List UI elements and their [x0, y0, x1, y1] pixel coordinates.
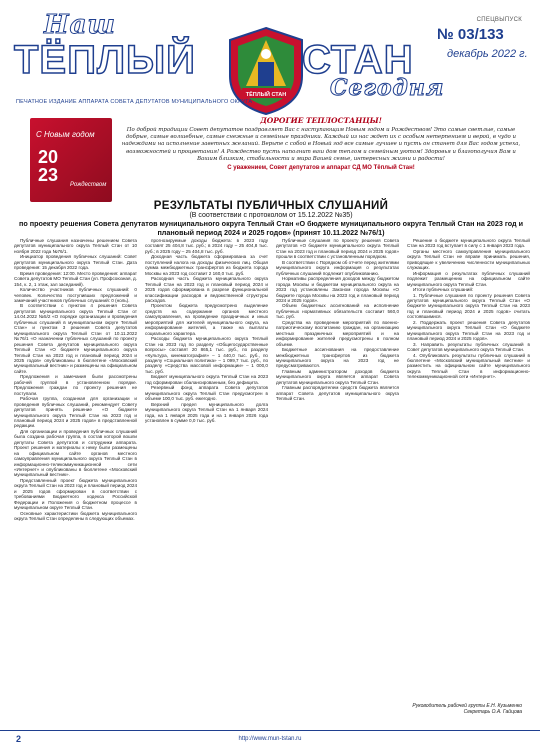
- article-column: [145, 238, 268, 708]
- article-paragraph: Количество участников публичных слушаний: 0 человек. Количество поступивших предложений и замечаний участников публичных слушаний: 0 (ноль).: [14, 287, 137, 303]
- article-paragraph: В соответствии с пунктом 4 решения Совета депутатов муниципального округа Теплый Стан от 14.04.2022 №5/2 «О порядке организации и проведения публичных слушаний в муниципальном округе Теплый Стан» и пунктом 3 решения Совета депутатов муниципального округа Теплый Стан от 10.11.2022 №76/1 «О назначении публичных слушаний по проекту решения Совета депутатов муниципального округа Теплый Стан «О бюджете муниципального округа Теплый Стан на 2023 год и плановый период 2024 и 2025 годов» опубликованы в бюллетене «Московский муниципальный вестник» и размещены на официальном сайте.: [14, 303, 137, 374]
- article-paragraph: Нормативы распределения доходов между бюджетом города Москвы и бюджетом муниципального округа на 2023 год установлены Законом города Москвы «О бюджете города Москвы на 2023 год и плановый период 2024 и 2025 годов».: [276, 276, 399, 303]
- article-paragraph: Рабочая группа, созданная для организации и проведения публичных слушаний, рекомендует Совету депутатов принять решение «О бюджете муниципального округа Теплый Стан на 2023 год и плановый период 2024 и 2025 годов» в представленной редакции.: [14, 396, 137, 429]
- title-word-stan: СТАН: [302, 38, 414, 82]
- greeting-title: ДОРОГИЕ ТЕПЛОСТАНЦЫ!: [260, 116, 382, 125]
- article-paragraph: Предложения и замечания были рассмотрены рабочей группой в установленном порядке. Предложения граждан по проекту решения не поступали.: [14, 374, 137, 396]
- greeting-image-year: [38, 148, 58, 184]
- article-paragraph: Средства на проведение мероприятий по военно-патриотическому воспитанию граждан, на организацию местных праздничных мероприятий и на информирование жителей предусмотрены в полном объеме.: [276, 319, 399, 347]
- article-title: РЕЗУЛЬТАТЫ ПУБЛИЧНЫХ СЛУШАНИЙ: [153, 200, 389, 212]
- article-paragraph: 4. Опубликовать результаты публичных слушаний в бюллетене «Московский муниципальный вестник» и разместить на официальном сайте муниципального округа Теплый Стан в информационно-телекоммуникационной сети «Интернет».: [407, 352, 530, 380]
- article-paragraph: 2. Поддержать проект решения Совета депутатов муниципального округа Теплый Стан «О бюджете муниципального округа Теплый Стан на 2023 год и плановый период 2024 и 2025 годов».: [407, 319, 530, 342]
- masthead: [0, 0, 540, 105]
- article-paragraph: Резервный фонд аппарата Совета депутатов муниципального округа Теплый Стан предусмотрен в объеме 100,0 тыс. руб. ежегодно.: [145, 385, 268, 402]
- page-footer: [0, 730, 540, 747]
- article-paragraph: Бюджет муниципального округа Теплый Стан на 2023 год сформирован сбалансированным, без дефицита.: [145, 374, 268, 385]
- article-paragraph: Расходы бюджета муниципального округа Теплый Стан на 2023 год по разделу «Общегосударственные вопросы» составят 20 865,1 тыс. руб., по разделу «Культура, кинематография» – 1 440,0 тыс. руб., по разделу «Социальная политика» – 1 099,7 тыс. руб., по разделу «Средства массовой информации» – 1 000,0 тыс. руб.: [145, 336, 268, 374]
- title-word-nash: Наш: [44, 10, 116, 40]
- article-signature: [412, 703, 522, 715]
- article-paragraph: Информация о результатах публичных слушаний подлежит размещению на официальном сайте муниципального округа Теплый Стан.: [407, 270, 530, 287]
- issue-number: № 03/133: [437, 26, 504, 43]
- greeting-image-text: С Новым годом: [36, 130, 95, 139]
- article-paragraph: Органы местного самоуправления муниципального округа Теплый Стан не вправе принимать решения, приводящие к увеличению численности муниципальных служащих.: [407, 248, 530, 271]
- greeting-image-subtext: Рождеством: [70, 182, 107, 188]
- article-paragraph: прогнозируемые доходы бюджета: в 2023 году составят 25 404,8 тыс. руб.; в 2024 году – 25 404,8 тыс. руб.; в 2025 году – 25 404,8 тыс. руб.: [145, 238, 268, 254]
- article-column: [14, 238, 137, 708]
- article-paragraph: 1. Публичные слушания по проекту решения Совета депутатов муниципального округа Теплый Стан «О бюджете муниципального округа Теплый Стан на 2023 год и плановый период 2024 и 2025 годов» считать состоявшимися.: [407, 292, 530, 320]
- issue-date: декабрь 2022 г.: [447, 48, 528, 60]
- article-paragraph: Доходная часть бюджета сформирована за счет поступлений налога на доходы физических лиц. Общая сумма межбюджетных трансфертов из бюджета города Москвы на 2023 год составит 2 160,0 тыс. руб.: [145, 254, 268, 276]
- article-paragraph: Решение о бюджете муниципального округа Теплый Стан на 2023 год вступает в силу с 1 января 2023 года.: [407, 238, 530, 249]
- article-paragraph: 3. Направить результаты публичных слушаний в Совет депутатов муниципального округа Теплый Стан.: [407, 341, 530, 353]
- article-paragraph: Итоги публичных слушаний:: [413, 287, 474, 293]
- article-paragraph: Представленный проект бюджета муниципального округа Теплый Стан на 2023 год и плановый период 2024 и 2025 годов сформирован в соответствии с требованиями Бюджетного кодекса Российской Федерации и Положения о бюджетном процессе в муниципальном округе Теплый Стан.: [14, 477, 137, 511]
- article-paragraph: Инициатор проведения публичных слушаний: Совет депутатов муниципального округа Теплый Стан. Дата проведения: 15 декабря 2022 года.: [14, 254, 137, 271]
- title-word-segodnya: Сегодня: [330, 75, 445, 101]
- article-headline: [16, 200, 526, 237]
- article-paragraph: Главным администратором доходов бюджета муниципального округа является аппарат Совета депутатов муниципального округа Теплый Стан.: [276, 368, 399, 385]
- greeting-signature: С уважением, Совет депутатов и аппарат СД МО Тёплый Стан!: [227, 165, 415, 172]
- new-year-greeting-image: [30, 118, 112, 202]
- article-paragraph: Проектом бюджета предусмотрено выделение средств на содержание органов местного самоуправления, на проведение праздничных и иных мероприятий для жителей муниципального округа, на информирование жителей, а также на выплаты социального характера.: [145, 303, 268, 336]
- article-column: [276, 238, 399, 708]
- article-paragraph: Верхний предел муниципального долга муниципального округа Теплый Стан на 1 января 2024 года, на 1 января 2025 года и на 1 января 2026 года установлен в сумме 0,0 тыс. руб.: [145, 401, 268, 423]
- article-paragraph: Расходная часть бюджета муниципального округа Теплый Стан на 2023 год и плановый период 2024 и 2025 годов сформирована в разрезе функциональной классификации расходов и ведомственной структуры расходов.: [145, 276, 268, 303]
- special-issue-label: СПЕЦВЫПУСК: [476, 17, 522, 23]
- greeting-image-year-top: 20: [38, 147, 59, 167]
- article-paragraph: Время проведения: 12:00. Место проведения: аппарат Совета депутатов МО Теплый Стан (ул. Профсоюзная, д. 154, к. 2, 1 этаж, зал заседаний).: [14, 270, 137, 287]
- article-paragraph: В соответствии с Порядком об отчете перед жителями муниципального округа информация о результатах публичных слушаний подлежит опубликованию.: [276, 259, 399, 276]
- greeting-message: [118, 116, 524, 196]
- article-paragraph: Публичные слушания назначены решением Совета депутатов муниципального округа Теплый Стан от 10 ноября 2022 года №76/1.: [14, 238, 137, 254]
- page-number: 2: [16, 734, 22, 744]
- signature-line: Секретарь О.А. Гайцова: [463, 709, 522, 716]
- article-columns: [14, 238, 530, 708]
- article-paragraph: Публичные слушания по проекту решения Совета депутатов «О бюджете муниципального округа Теплый Стан на 2023 год и плановый период 2024 и 2025 годов» прошли в соответствии с установленным порядком.: [276, 238, 399, 260]
- article-paragraph: Объем бюджетных ассигнований на исполнение публичных нормативных обязательств составит 560,0 тыс. руб.: [276, 303, 399, 320]
- website-link[interactable]: http://www.mun-tstan.ru: [238, 736, 302, 742]
- article-subtitle: (В соответствии с протоколом от 15.12.2022 №35): [189, 212, 353, 219]
- crest-caption: ТЁПЛЫЙ СТАН: [245, 92, 287, 98]
- article-column: [407, 238, 530, 708]
- article-paragraph: Для организации и проведения публичных слушаний была создана рабочая группа, в состав которой вошли депутаты Совета депутатов и сотрудники аппарата. Проект решения и материалы к нему были размещены на официальном сайте органов местного самоуправления муниципального округа Теплый Стан в информационно-телекоммуникационной сети «Интернет» и опубликованы в бюллетене «Московский муниципальный вестник».: [14, 428, 137, 478]
- signature-line: Руководитель рабочей группы Е.Н. Кузьменко: [412, 703, 522, 709]
- greeting-image-year-bottom: 23: [38, 165, 59, 185]
- greeting-text: По доброй традиции Совет депутатов поздравляет Вас с наступающим Новым годом и Рождеством! Это самые светлые, самые добрые, самые волшебные, самые снежные и семейные праздники. Каждый из нас ждет их с особым нетерпением и верой, в чудо и надеждами на исполнение заветных желаний. Верьте с собой в Новый год все самые лучшее и пусть он станет для Вас годом успеха, возможностей и процветания! А Рождество пусть наполнит ваш дом теплом и семейным уютом! Здоровья и благополучия Вам и Вашим близким, стабильности и мира Вашей семье, интересных жизни и радости!: [121, 127, 521, 162]
- article-paragraph: Бюджетные ассигнования на предоставление межбюджетных трансфертов из бюджета муниципального округа на 2023 год не предусматриваются.: [276, 347, 399, 369]
- article-paragraph: Главным распорядителем средств бюджета является аппарат Совета депутатов муниципального округа Теплый Стан.: [276, 385, 399, 402]
- article-paragraph: Основные характеристики бюджета муниципального округа Теплый Стан определены в следующих объемах.: [14, 510, 137, 522]
- title-word-tepliy: ТЁПЛЫЙ: [14, 38, 196, 82]
- publisher-line: ПЕЧАТНОЕ ИЗДАНИЕ АППАРАТА СОВЕТА ДЕПУТАТОВ МУНИЦИПАЛЬНОГО ОКРУГА: [16, 99, 253, 105]
- article-lead: по проекту решения Совета депутатов муниципального округа Теплый Стан «О бюджете муниципального округа Теплый Стан на 2023 год и плановый период 2024 и 2025 годов» (принят 10.11.2022 №76/1): [19, 219, 523, 237]
